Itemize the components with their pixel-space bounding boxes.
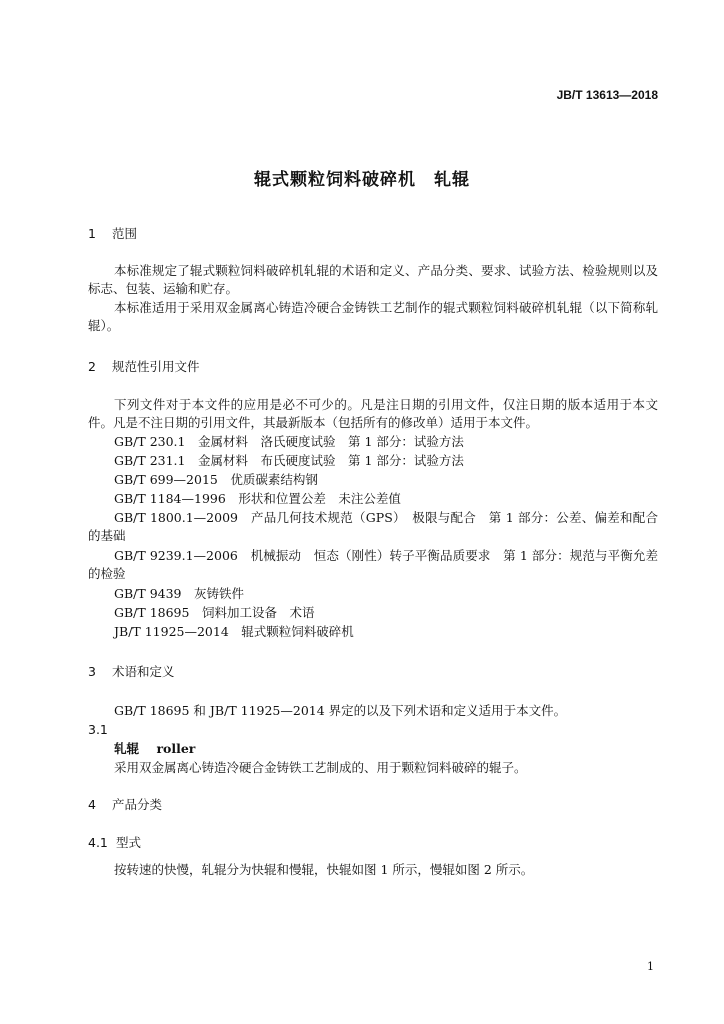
reference-item: JB/T 11925—2014 辊式颗粒饲料破碎机: [114, 624, 354, 639]
term-number: 3.1: [88, 722, 108, 737]
section-1-paragraph-1: 本标准规定了辊式颗粒饲料破碎机轧辊的术语和定义、产品分类、要求、试验方法、检验规则以及标志、包装、运输和贮存。: [88, 263, 658, 296]
subsection-4-1-text: 按转速的快慢，轧辊分为快辊和慢辊，快辊如图 1 所示，慢辊如图 2 所示。: [114, 862, 534, 877]
term-definition: 采用双金属离心铸造冷硬合金铸铁工艺制成的、用于颗粒饲料破碎的辊子。: [114, 760, 527, 775]
reference-item: GB/T 231.1 金属材料 布氏硬度试验 第 1 部分：试验方法: [114, 453, 464, 468]
section-4-heading: [88, 796, 162, 814]
section-3-heading: [88, 663, 175, 681]
reference-item: GB/T 1800.1—2009 产品几何技术规范（GPS） 极限与配合 第 1 部分：公差、偏差和配合的基础: [88, 510, 658, 543]
subsection-number: 4.1: [88, 835, 108, 850]
section-2-heading: [88, 358, 200, 376]
subsection-4-1-heading: [88, 834, 141, 852]
section-1-heading: [88, 225, 137, 243]
section-number: 2: [88, 359, 96, 374]
reference-item: GB/T 699—2015 优质碳素结构钢: [114, 472, 318, 487]
standard-number: JB/T 13613—2018: [556, 88, 658, 102]
reference-item: GB/T 18695 饲料加工设备 术语: [114, 605, 315, 620]
section-title: 产品分类: [112, 797, 163, 812]
document-title: 辊式颗粒饲料破碎机 轧辊: [254, 170, 470, 190]
section-title: 范围: [112, 226, 138, 241]
reference-item: GB/T 9439 灰铸铁件: [114, 586, 245, 601]
page-number: 1: [647, 960, 654, 973]
section-1-paragraph-2: 本标准适用于采用双金属离心铸造冷硬合金铸铁工艺制作的辊式颗粒饲料破碎机轧辊（以下简称轧辊）。: [88, 300, 658, 333]
section-number: 4: [88, 797, 96, 812]
section-3-intro: GB/T 18695 和 JB/T 11925—2014 界定的以及下列术语和定义适用于本文件。: [114, 703, 567, 718]
term-heading: [114, 740, 195, 758]
term-chinese: 轧辊: [114, 741, 140, 756]
section-2-intro: 下列文件对于本文件的应用是必不可少的。凡是注日期的引用文件，仅注日期的版本适用于本文件。凡是不注日期的引用文件，其最新版本（包括所有的修改单）适用于本文件。: [88, 397, 658, 430]
section-number: 1: [88, 226, 96, 241]
section-title: 术语和定义: [112, 664, 175, 679]
section-title: 规范性引用文件: [112, 359, 200, 374]
reference-item: GB/T 1184—1996 形状和位置公差 未注公差值: [114, 491, 401, 506]
section-number: 3: [88, 664, 96, 679]
term-english: roller: [156, 741, 196, 756]
reference-item: GB/T 9239.1—2006 机械振动 恒态（刚性）转子平衡品质要求 第 1 部分：规范与平衡允差的检验: [88, 548, 658, 581]
reference-item: GB/T 230.1 金属材料 洛氏硬度试验 第 1 部分：试验方法: [114, 434, 464, 449]
subsection-title: 型式: [116, 835, 142, 850]
